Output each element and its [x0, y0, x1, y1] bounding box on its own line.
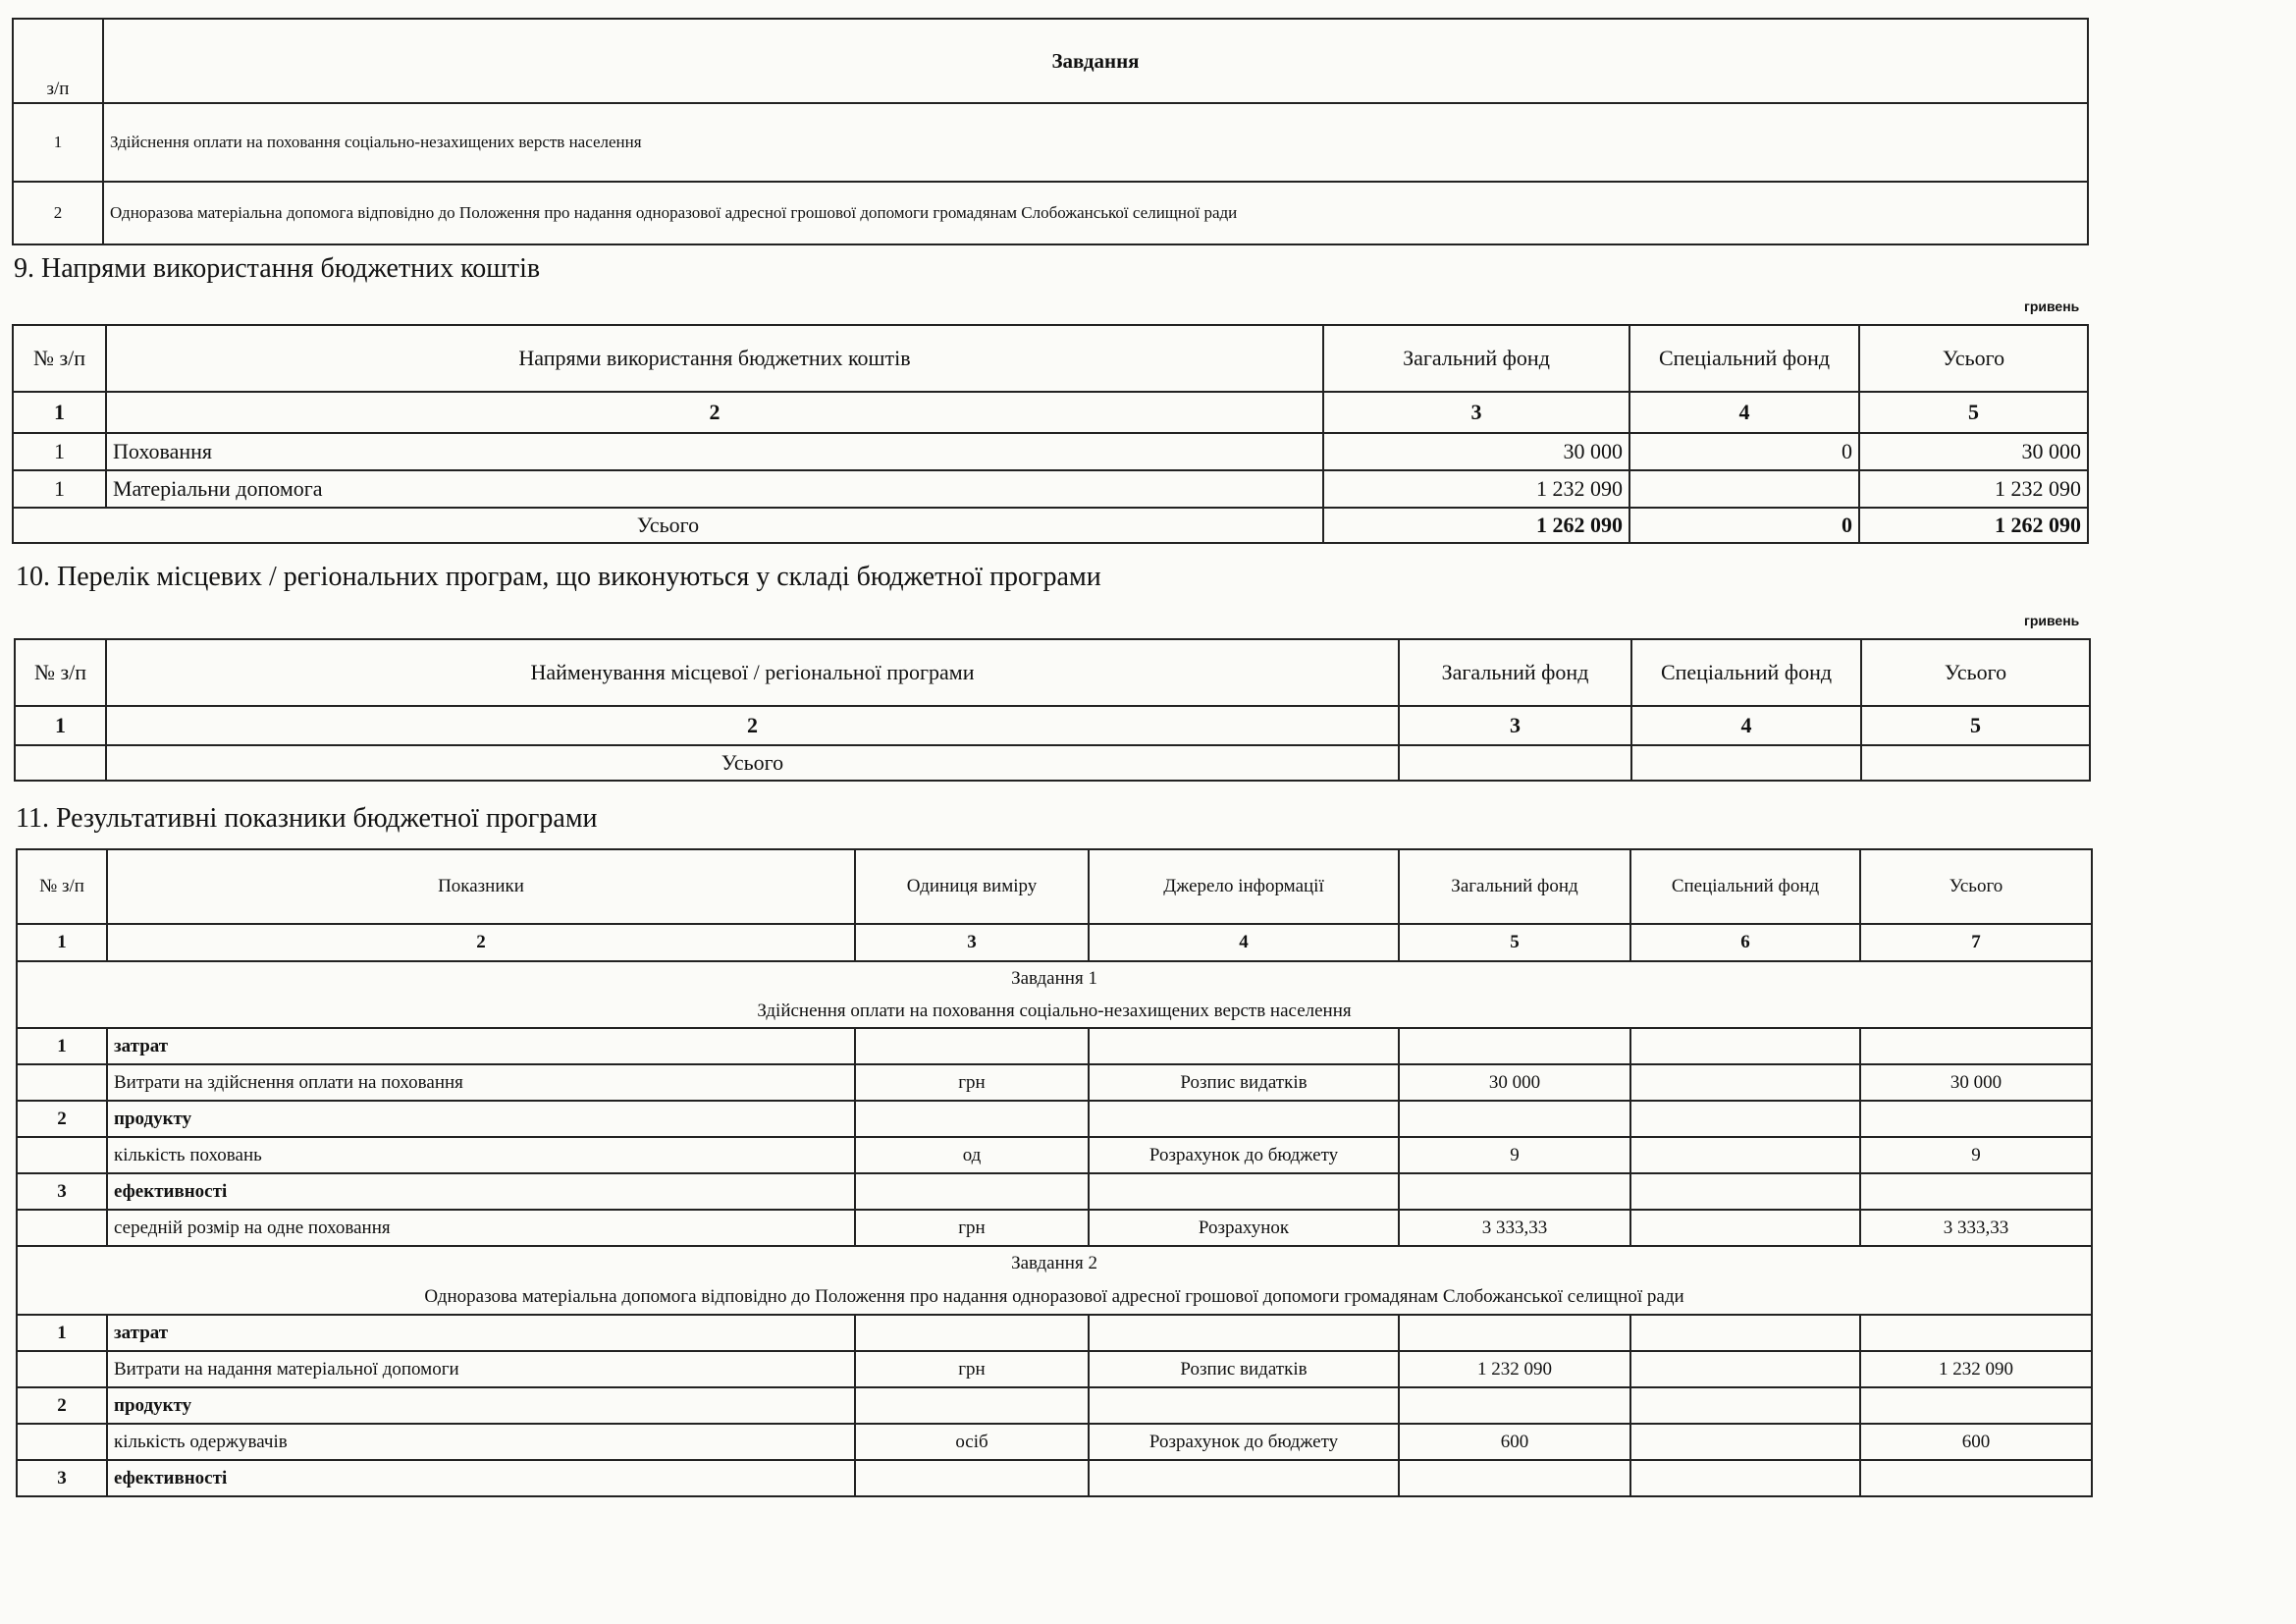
cell-total: [1860, 1173, 2092, 1210]
tasks-table: [12, 18, 2089, 245]
col-header-general: Загальний фонд: [1323, 325, 1629, 392]
indicator-name: кількість поховань: [107, 1137, 855, 1173]
indicator-unit: грн: [855, 1064, 1089, 1101]
sum-special: [1631, 745, 1861, 781]
cell-unit: [855, 1028, 1089, 1064]
cell-special: [1630, 1101, 1860, 1137]
indicator-row: [17, 1351, 2092, 1387]
row-special: [1629, 470, 1859, 508]
indicator-total: 600: [1860, 1424, 2092, 1460]
col-num: 3: [1399, 706, 1631, 745]
col-num: 4: [1631, 706, 1861, 745]
col-header-special: Спеціальний фонд: [1631, 639, 1861, 706]
task-2-rows: [17, 1315, 2092, 1496]
indicator-unit: грн: [855, 1351, 1089, 1387]
task-row-no: 1: [13, 103, 103, 182]
row-total: 1 232 090: [1859, 470, 2088, 508]
row-name: Матеріальни допомога: [106, 470, 1323, 508]
task-1-text: Здійснення оплати на поховання соціально-незахищених верств населення: [17, 995, 2092, 1028]
sum-special: 0: [1629, 508, 1859, 543]
task-1-rows: [17, 1028, 2092, 1246]
indicator-name: Витрати на надання матеріальної допомоги: [107, 1351, 855, 1387]
col-header-total: Усього: [1859, 325, 2088, 392]
col-num: 1: [17, 924, 107, 961]
indicator-row: [17, 1137, 2092, 1173]
group-no: 2: [17, 1101, 107, 1137]
sum-label: Усього: [13, 508, 1323, 543]
cell-special: [1630, 1460, 1860, 1496]
col-header-no: № з/п: [13, 325, 106, 392]
row-special: 0: [1629, 433, 1859, 470]
col-header-special: Спеціальний фонд: [1630, 849, 1860, 924]
cell-total: [1860, 1460, 2092, 1496]
cell-source: [1089, 1173, 1399, 1210]
indicator-total: 9: [1860, 1137, 2092, 1173]
col-header-no: з/п: [13, 19, 103, 103]
cell-no: [17, 1424, 107, 1460]
indicator-general: 3 333,33: [1399, 1210, 1630, 1246]
performance-indicators-table: [16, 848, 2093, 1497]
cell-source: [1089, 1460, 1399, 1496]
group-name: затрат: [107, 1028, 855, 1064]
indicator-general: 1 232 090: [1399, 1351, 1630, 1387]
col-num: 5: [1399, 924, 1630, 961]
cell-no: [17, 1210, 107, 1246]
cell-total: [1860, 1315, 2092, 1351]
section-11-title: 11. Результативні показники бюджетної програми: [16, 803, 598, 834]
col-num: 4: [1629, 392, 1859, 433]
task-2-label: Завдання 2: [17, 1246, 2092, 1279]
indicator-name: Витрати на здійснення оплати на поховання: [107, 1064, 855, 1101]
indicator-special: [1630, 1351, 1860, 1387]
group-no: 3: [17, 1173, 107, 1210]
indicator-source: Розрахунок: [1089, 1210, 1399, 1246]
indicator-general: 30 000: [1399, 1064, 1630, 1101]
row-no: 1: [13, 470, 106, 508]
cell-no: [17, 1351, 107, 1387]
cell-general: [1399, 1173, 1630, 1210]
col-header-general: Загальний фонд: [1399, 849, 1630, 924]
col-num: 6: [1630, 924, 1860, 961]
row-general: 1 232 090: [1323, 470, 1629, 508]
cell-special: [1630, 1028, 1860, 1064]
col-header-name: Напрями використання бюджетних коштів: [106, 325, 1323, 392]
local-programs-table: [14, 638, 2091, 782]
col-num: 3: [855, 924, 1089, 961]
cell-general: [1399, 1315, 1630, 1351]
indicator-group-row: [17, 1173, 2092, 1210]
sum-total: [1861, 745, 2090, 781]
group-no: 1: [17, 1028, 107, 1064]
indicator-special: [1630, 1210, 1860, 1246]
col-header-unit: Одиниця виміру: [855, 849, 1089, 924]
col-header-total: Усього: [1861, 639, 2090, 706]
indicator-group-row: [17, 1387, 2092, 1424]
cell-unit: [855, 1315, 1089, 1351]
section-9-title: 9. Напрями використання бюджетних коштів: [14, 253, 541, 284]
cell-general: [1399, 1387, 1630, 1424]
col-header-task: Завдання: [103, 19, 2088, 103]
col-num: 7: [1860, 924, 2092, 961]
cell-special: [1630, 1387, 1860, 1424]
col-num: 2: [106, 706, 1399, 745]
cell-unit: [855, 1101, 1089, 1137]
indicator-unit: грн: [855, 1210, 1089, 1246]
cell-no: [17, 1137, 107, 1173]
indicator-unit: од: [855, 1137, 1089, 1173]
indicator-group-row: [17, 1028, 2092, 1064]
group-no: 3: [17, 1460, 107, 1496]
col-num: 5: [1861, 706, 2090, 745]
col-header-no: № з/п: [15, 639, 106, 706]
indicator-group-row: [17, 1315, 2092, 1351]
indicator-row: [17, 1064, 2092, 1101]
indicator-general: 9: [1399, 1137, 1630, 1173]
col-num: 1: [15, 706, 106, 745]
sum-label: Усього: [106, 745, 1399, 781]
col-header-name: Показники: [107, 849, 855, 924]
group-name: ефективності: [107, 1460, 855, 1496]
col-num: 3: [1323, 392, 1629, 433]
col-num: 4: [1089, 924, 1399, 961]
cell-source: [1089, 1315, 1399, 1351]
cell-unit: [855, 1173, 1089, 1210]
indicator-special: [1630, 1064, 1860, 1101]
col-header-source: Джерело інформації: [1089, 849, 1399, 924]
sum-general: 1 262 090: [1323, 508, 1629, 543]
task-1-label: Завдання 1: [17, 961, 2092, 995]
task-2-text: Одноразова матеріальна допомога відповідно до Положення про надання одноразової адресної грошової допомоги громадянам Слобожанської селищної ради: [17, 1279, 2092, 1315]
group-no: 1: [17, 1315, 107, 1351]
row-name: Поховання: [106, 433, 1323, 470]
section-10-unit: гривень: [2024, 613, 2080, 628]
section-10-title: 10. Перелік місцевих / регіональних програм, що виконуються у складі бюджетної програми: [16, 562, 1101, 592]
col-header-no: № з/п: [17, 849, 107, 924]
indicator-general: 600: [1399, 1424, 1630, 1460]
row-no: 1: [13, 433, 106, 470]
col-num: 5: [1859, 392, 2088, 433]
cell-source: [1089, 1101, 1399, 1137]
cell-total: [1860, 1028, 2092, 1064]
indicator-total: 30 000: [1860, 1064, 2092, 1101]
cell-special: [1630, 1315, 1860, 1351]
sum-total: 1 262 090: [1859, 508, 2088, 543]
col-num: 2: [106, 392, 1323, 433]
indicator-row: [17, 1424, 2092, 1460]
col-header-special: Спеціальний фонд: [1629, 325, 1859, 392]
group-name: ефективності: [107, 1173, 855, 1210]
indicator-group-row: [17, 1460, 2092, 1496]
cell-general: [1399, 1028, 1630, 1064]
cell-unit: [855, 1387, 1089, 1424]
cell-total: [1860, 1387, 2092, 1424]
indicator-group-row: [17, 1101, 2092, 1137]
row-total: 30 000: [1859, 433, 2088, 470]
row-general: 30 000: [1323, 433, 1629, 470]
group-no: 2: [17, 1387, 107, 1424]
cell-source: [1089, 1028, 1399, 1064]
sum-general: [1399, 745, 1631, 781]
indicator-total: 1 232 090: [1860, 1351, 2092, 1387]
cell-source: [1089, 1387, 1399, 1424]
col-num: 1: [13, 392, 106, 433]
cell-general: [1399, 1101, 1630, 1137]
section-9-unit: гривень: [2024, 298, 2080, 314]
indicator-source: Розпис видатків: [1089, 1064, 1399, 1101]
cell-special: [1630, 1173, 1860, 1210]
task-row-text: Здійснення оплати на поховання соціально-незахищених верств населення: [103, 103, 2088, 182]
indicator-source: Розпис видатків: [1089, 1351, 1399, 1387]
indicator-name: середній розмір на одне поховання: [107, 1210, 855, 1246]
task-row-no: 2: [13, 182, 103, 244]
indicator-special: [1630, 1424, 1860, 1460]
cell-general: [1399, 1460, 1630, 1496]
indicator-row: [17, 1210, 2092, 1246]
col-header-general: Загальний фонд: [1399, 639, 1631, 706]
group-name: продукту: [107, 1101, 855, 1137]
task-row-text: Одноразова матеріальна допомога відповідно до Положення про надання одноразової адресної грошової допомоги громадянам Слобожанської селищної ради: [103, 182, 2088, 244]
col-header-total: Усього: [1860, 849, 2092, 924]
budget-directions-table: [12, 324, 2089, 544]
indicator-special: [1630, 1137, 1860, 1173]
col-header-name: Найменування місцевої / регіональної програми: [106, 639, 1399, 706]
indicator-name: кількість одержувачів: [107, 1424, 855, 1460]
sum-empty: [15, 745, 106, 781]
group-name: затрат: [107, 1315, 855, 1351]
cell-unit: [855, 1460, 1089, 1496]
indicator-source: Розрахунок до бюджету: [1089, 1424, 1399, 1460]
indicator-source: Розрахунок до бюджету: [1089, 1137, 1399, 1173]
indicator-unit: осіб: [855, 1424, 1089, 1460]
cell-no: [17, 1064, 107, 1101]
cell-total: [1860, 1101, 2092, 1137]
col-num: 2: [107, 924, 855, 961]
indicator-total: 3 333,33: [1860, 1210, 2092, 1246]
group-name: продукту: [107, 1387, 855, 1424]
